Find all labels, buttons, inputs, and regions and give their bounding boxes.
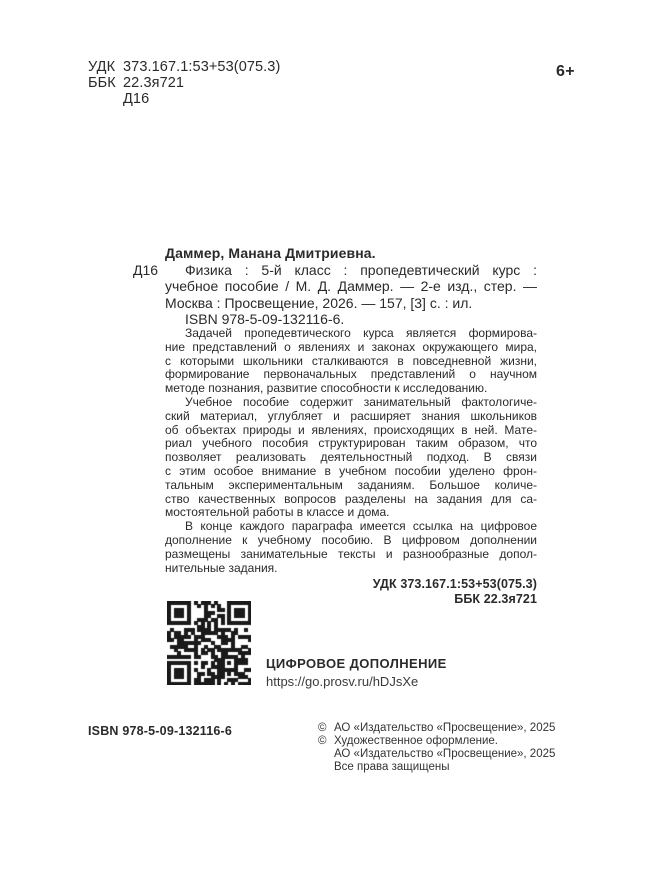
copyright-line <box>318 722 555 735</box>
author-sign-row <box>88 92 280 108</box>
qr-code <box>167 601 251 685</box>
text-line: размещены занимательные тексты и разнообразные допол- <box>165 546 537 561</box>
text-line: Учебное пособие содержит занимательный фактологиче- <box>185 394 537 409</box>
digital-supplement-title: ЦИФРОВОЕ ДОПОЛНЕНИЕ <box>266 656 447 671</box>
copyright-text: АО «Издательство «Просвещение», 2025 <box>334 722 556 734</box>
bbk-bottom: ББК 22.3я721 <box>454 591 537 606</box>
digital-supplement <box>266 656 447 689</box>
udk-row <box>88 60 280 76</box>
text-line: риал учебного пособия структурирован таким образом, что <box>165 436 537 451</box>
classification-block <box>88 60 280 107</box>
text-line: Физика : 5-й класс : пропедевтический курс : <box>185 261 537 278</box>
bbk-label: ББК <box>88 74 116 91</box>
text-line: учебное пособие / М. Д. Даммер. — 2-е изд., стер. — <box>165 278 537 295</box>
text-line: мостоятельной работы в классе и дома. <box>165 505 390 520</box>
text-line: об объектах природы и явлениях, происходящих в ней. Мате- <box>165 422 537 437</box>
text-line: ние представлений о явлениях и законах окружающего мира, <box>165 339 537 354</box>
text-line: ский материал, углубляет и расширяет знания школьников <box>165 408 537 423</box>
copyright-line <box>318 761 555 774</box>
isbn-line: ISBN 978-5-09-132116-6. <box>185 311 345 328</box>
age-rating-badge: 6+ <box>556 63 575 80</box>
text-line: формирование первоначальных представлений о научном <box>165 367 537 382</box>
author-sign: Д16 <box>123 90 150 107</box>
margin-author-sign: Д16 <box>133 262 159 278</box>
classification-block-bottom <box>373 577 537 606</box>
text-line: ство качественных вопросов разделены на задания для са- <box>165 491 537 506</box>
footer-isbn: ISBN 978-5-09-132116-6 <box>88 724 233 738</box>
copyright-text: Все права защищены <box>334 760 450 773</box>
copyright-mark: © <box>318 722 327 734</box>
text-line: с которыми школьники сталкиваются в повседневной жизни, <box>165 353 537 368</box>
catalog-card <box>133 245 537 328</box>
udk-value: 373.167.1:53+53(075.3) <box>123 59 281 75</box>
copyright-line <box>318 748 555 761</box>
bbk-value: 22.3я721 <box>123 74 185 91</box>
bibliographic-description <box>165 262 537 312</box>
copyright-text: Художественное оформление. <box>334 734 498 747</box>
udk-label: УДК <box>88 59 116 75</box>
copyright-block <box>318 722 555 774</box>
text-line: тальным экспериментальным заданиям. Большое количе- <box>165 477 537 492</box>
text-line: методе познания, развитие способности к исследованию. <box>165 381 488 396</box>
udk-bottom: УДК 373.167.1:53+53(075.3) <box>372 577 537 591</box>
text-line: Москва : Просвещение, 2026. — 157, [3] с. : ил. <box>165 294 473 311</box>
text-line: позволяет реализовать деятельностный подход. В связи <box>165 450 537 465</box>
text-line: В конце каждого параграфа имеется ссылка на цифровое <box>185 519 537 534</box>
copyright-line <box>318 735 555 748</box>
text-line: дополнение к учебному пособию. В цифровом дополнении <box>165 532 537 547</box>
text-line: нительные задания. <box>165 560 278 575</box>
text-line: с этим особое внимание в учебном пособии уделено фрон- <box>165 463 537 478</box>
text-line: Задачей пропедевтического курса является формирова- <box>185 326 537 340</box>
digital-supplement-url[interactable]: https://go.prosv.ru/hDJsXe <box>266 674 419 689</box>
copyright-text: АО «Издательство «Просвещение», 2025 <box>334 747 556 760</box>
copyright-mark: © <box>318 734 327 747</box>
bbk-row <box>88 76 280 92</box>
annotation-text <box>165 327 537 575</box>
author-heading: Даммер, Манана Дмитриевна. <box>165 245 376 261</box>
